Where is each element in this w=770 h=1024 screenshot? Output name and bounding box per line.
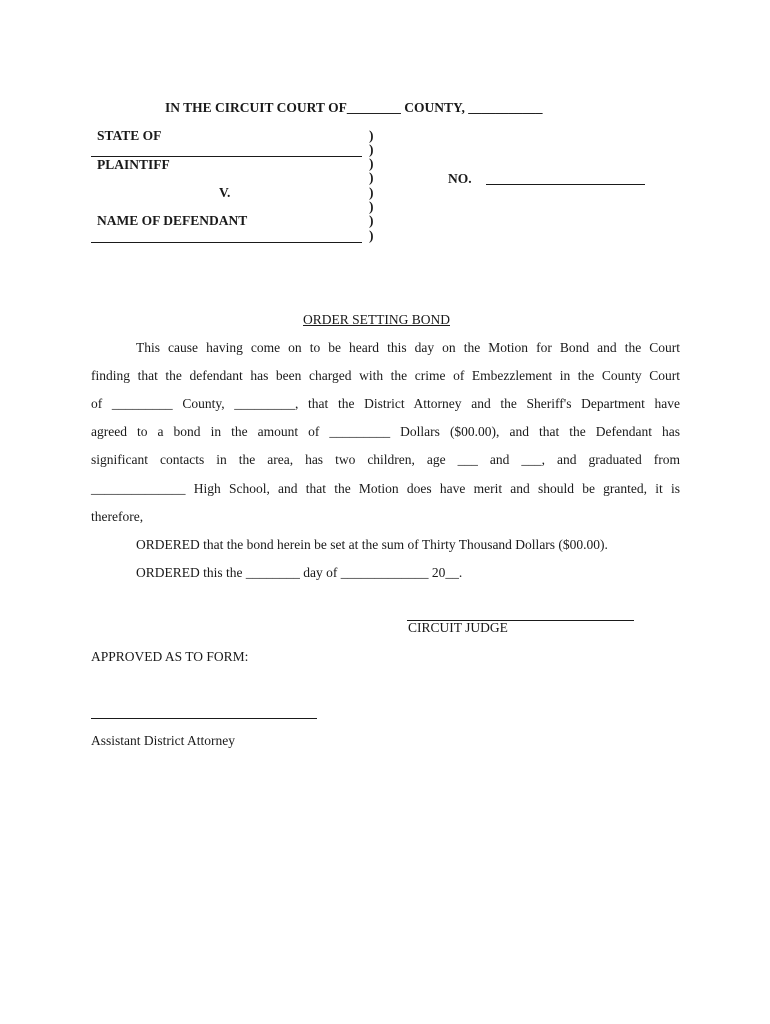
approved-as-to-form-label: APPROVED AS TO FORM: xyxy=(91,649,249,664)
caption-paren: ) xyxy=(369,170,374,185)
case-number-label: NO. xyxy=(448,171,472,186)
order-title: ORDER SETTING BOND xyxy=(303,312,450,327)
ordered-bond-line: ORDERED that the bond herein be set at the sum of Thirty Thousand Dollars ($00.00). xyxy=(136,537,608,552)
body-line: significant contacts in the area, has two children, age ___ and ___, and graduated from xyxy=(91,452,680,467)
caption-paren: ) xyxy=(369,213,374,228)
caption-paren: ) xyxy=(369,199,374,214)
circuit-judge-label: CIRCUIT JUDGE xyxy=(408,620,508,635)
body-line: agreed to a bond in the amount of _________ Dollars ($00.00), and that the Defendant has xyxy=(91,424,680,439)
defendant-label: NAME OF DEFENDANT xyxy=(97,213,248,228)
caption-paren: ) xyxy=(369,142,374,157)
body-line: This cause having come on to be heard this day on the Motion for Bond and the Court xyxy=(136,340,680,355)
defendant-signature-line xyxy=(91,242,362,243)
assistant-district-attorney-label: Assistant District Attorney xyxy=(91,733,235,748)
ada-signature-line[interactable] xyxy=(91,718,317,719)
plaintiff-label: PLAINTIFF xyxy=(97,157,170,172)
caption-paren: ) xyxy=(369,156,374,171)
body-line: of _________ County, _________, that the District Attorney and the Sheriff's Department have xyxy=(91,396,680,411)
versus-label: V. xyxy=(219,185,231,200)
body-line: therefore, xyxy=(91,509,144,524)
body-line: finding that the defendant has been charged with the crime of Embezzlement in the County Court xyxy=(91,368,680,383)
caption-paren: ) xyxy=(369,228,374,243)
court-title: IN THE CIRCUIT COURT OF________ COUNTY, ___________ xyxy=(165,100,543,115)
caption-paren: ) xyxy=(369,128,374,143)
ordered-date-line: ORDERED this the ________ day of _____________ 20__. xyxy=(136,565,463,580)
body-line: ______________ High School, and that the Motion does have merit and should be granted, it is xyxy=(91,481,680,496)
caption-paren: ) xyxy=(369,185,374,200)
state-of-label: STATE OF xyxy=(97,128,162,143)
case-number-line[interactable] xyxy=(486,184,645,185)
